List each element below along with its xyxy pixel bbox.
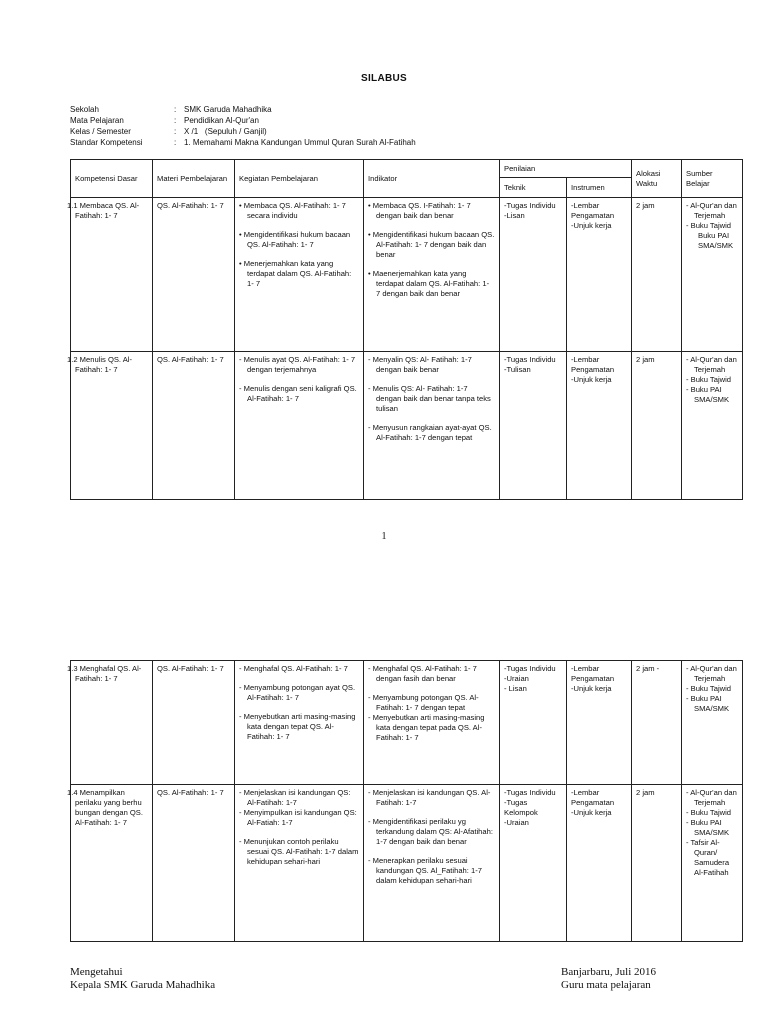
instrumen-item: -Unjuk kerja	[571, 684, 612, 693]
instrumen-item: -Unjuk kerja	[571, 375, 612, 384]
instrumen-item: -Lembar Pengamatan	[571, 788, 615, 807]
indikator-item: - Menulis QS: Al- Fatihah: 1-7 dengan baik dan benar tanpa teks tulisan	[368, 384, 491, 413]
indikator-cell	[364, 352, 500, 500]
indikator-item: • Membaca QS. I-Fatihah: 1- 7 dengan baik dan benar	[368, 201, 471, 220]
indikator-item: - Menerapkan perilaku sesuai kandungan QS. Al_Fatihah: 1-7 dalam kehidupan sehari-hari	[368, 856, 482, 885]
sumber-item: - Buku Tajwid	[686, 684, 732, 693]
kompetensi-cell: 1.1 Membaca QS. Al-Fatihah: 1- 7	[71, 198, 153, 352]
kegiatan-item: - Menyimpulkan isi kandungan QS: Al-Fatiah: 1-7	[239, 808, 357, 827]
indikator-cell	[364, 661, 500, 785]
info-value: SMK Garuda Mahadhika	[184, 105, 272, 114]
teknik-item: -Tulisan	[504, 365, 531, 374]
kegiatan-item: - Menulis ayat QS. Al-Fatihah: 1- 7 dengan terjemahnya	[239, 355, 356, 374]
teknik-item: -Lisan	[504, 211, 525, 220]
info-row-standar-kompetensi	[70, 137, 416, 148]
instrumen-item: -Lembar Pengamatan	[571, 355, 615, 374]
instrumen-cell	[567, 198, 632, 352]
header-teknik: Teknik	[500, 178, 567, 198]
info-row-kelas	[70, 126, 416, 137]
kegiatan-item: - Menghafal QS. Al-Fatihah: 1- 7	[239, 664, 348, 673]
indikator-item: - Menyebutkan arti masing-masing kata dengan tepat pada QS. Al-Fatihah: 1- 7	[368, 713, 485, 742]
info-separator: :	[174, 127, 177, 136]
indikator-item: - Menjelaskan isi kandungan QS. Al-Fatihah: 1-7	[368, 788, 491, 807]
kegiatan-item: - Menjelaskan isi kandungan QS: Al-Fatihah: 1-7	[239, 788, 351, 807]
sumber-item: - Buku Tajwid	[686, 221, 732, 230]
indikator-item: - Menyambung potongan QS. Al-Fatihah: 1- 7 dengan tepat	[368, 693, 479, 712]
alokasi-cell: 2 jam	[632, 352, 682, 500]
indikator-cell	[364, 785, 500, 942]
kegiatan-cell	[235, 352, 364, 500]
teknik-item: -Tugas Kelompok	[504, 798, 538, 817]
info-value: 1. Memahami Makna Kandungan Ummul Quran Surah Al-Fatihah	[184, 138, 416, 147]
materi-cell: QS. Al-Fatihah: 1- 7	[153, 198, 235, 352]
header-alokasi: Alokasi Waktu	[632, 160, 682, 198]
sumber-item: - Buku PAI SMA/SMK	[686, 818, 730, 837]
header-sumber: Sumber Belajar	[682, 160, 743, 198]
kegiatan-item: - Menunjukan contoh perilaku sesuai QS. Al-Fatihah: 1-7 dalam kehidupan sehari-hari	[239, 837, 359, 866]
sumber-cell	[682, 198, 743, 352]
kegiatan-cell	[235, 785, 364, 942]
kegiatan-item: • Mengidentifikasi hukum bacaan QS. Al-Fatihah: 1- 7	[239, 230, 351, 249]
page-number: 1	[381, 531, 387, 542]
kegiatan-item: - Menyambung potongan ayat QS. Al-Fatihah: 1- 7	[239, 683, 356, 702]
materi-cell: QS. Al-Fatihah: 1- 7	[153, 785, 235, 942]
teknik-item: -Uraian	[504, 818, 529, 827]
header-indikator: Indikator	[364, 160, 500, 198]
instrumen-cell	[567, 785, 632, 942]
teknik-cell	[500, 352, 567, 500]
header-materi: Materi Pembelajaran	[153, 160, 235, 198]
kompetensi-cell: 1.2 Menulis QS. Al-Fatihah: 1- 7	[71, 352, 153, 500]
teknik-item: -Tugas Individu	[504, 788, 556, 797]
table-row	[71, 352, 743, 500]
header-instrumen: Instrumen	[567, 178, 632, 198]
info-separator: :	[174, 116, 177, 125]
kegiatan-cell	[235, 661, 364, 785]
sumber-item: - Al-Qur'an dan Terjemah	[686, 355, 737, 374]
header-info	[70, 104, 416, 148]
info-value: X /1 (Sepuluh / Ganjil)	[184, 127, 267, 136]
info-label: Mata Pelajaran	[70, 116, 124, 125]
signature-block-teacher	[561, 966, 656, 992]
instrumen-item: -Lembar Pengamatan	[571, 664, 615, 683]
indikator-item: • Maenerjemahkan kata yang terdapat dalam QS. Al-Fatihah: 1- 7 dengan baik dan benar	[368, 269, 490, 298]
materi-cell: QS. Al-Fatihah: 1- 7	[153, 352, 235, 500]
syllabus-table-2	[67, 660, 743, 942]
indikator-item: - Mengidentifikasi perilaku yg terkandung dalam QS: Al-Afatihah: 1-7 dengan baik dan benar	[368, 817, 493, 846]
kegiatan-item: - Menulis dengan seni kaligrafi QS. Al-Fatihah: 1- 7	[239, 384, 357, 403]
alokasi-cell: 2 jam -	[632, 661, 682, 785]
kompetensi-cell: 1.3 Menghafal QS. Al-Fatihah: 1- 7	[71, 661, 153, 785]
sumber-item: - Buku PAI SMA/SMK	[686, 694, 730, 713]
header-penilaian: Penilaian	[500, 160, 632, 178]
syllabus-table-1	[67, 159, 743, 500]
sumber-item: - Al-Qur'an dan Terjemah	[686, 664, 737, 683]
header-kompetensi: Kompetensi Dasar	[71, 160, 153, 198]
signature-title: Kepala SMK Garuda Mahadhika	[70, 979, 216, 991]
indikator-item: - Menyalin QS: Al- Fatihah: 1-7 dengan baik benar	[368, 355, 472, 374]
teknik-item: - Lisan	[504, 684, 527, 693]
sumber-item: - Al-Qur'an dan Terjemah	[686, 788, 737, 807]
indikator-item: - Menghafal QS. Al-Fatihah: 1- 7 dengan fasih dan benar	[368, 664, 477, 683]
sumber-item: - Al-Qur'an dan Terjemah	[686, 201, 737, 220]
signature-block-principal	[70, 966, 215, 992]
teknik-cell	[500, 198, 567, 352]
teknik-item: -Tugas Individu	[504, 201, 556, 210]
kegiatan-item: - Menyebutkan arti masing-masing kata dengan tepat QS. Al-Fatihah: 1- 7	[239, 712, 356, 741]
info-label: Standar Kompetensi	[70, 138, 143, 147]
sumber-cell	[682, 785, 743, 942]
info-label: Sekolah	[70, 105, 99, 114]
teknik-cell	[500, 661, 567, 785]
sumber-item: - Buku Tajwid	[686, 808, 732, 817]
signature-title: Guru mata pelajaran	[561, 979, 651, 991]
sumber-item: Buku PAI SMA/SMK	[698, 231, 734, 250]
instrumen-cell	[567, 661, 632, 785]
table-row	[71, 661, 743, 785]
alokasi-cell: 2 jam	[632, 785, 682, 942]
info-row-mata-pelajaran	[70, 115, 416, 126]
kegiatan-item: • Menerjemahkan kata yang terdapat dalam QS. Al-Fatihah: 1- 7	[239, 259, 352, 288]
instrumen-item: -Unjuk kerja	[571, 221, 612, 230]
table-header-row	[71, 160, 743, 178]
teknik-item: -Uraian	[504, 674, 529, 683]
instrumen-cell	[567, 352, 632, 500]
materi-cell: QS. Al-Fatihah: 1- 7	[153, 661, 235, 785]
indikator-item: • Mengidentifikasi hukum bacaan QS. Al-Fatihah: 1- 7 dengan baik dan benar	[368, 230, 495, 259]
kegiatan-item: • Membaca QS. Al-Fatihah: 1- 7 secara individu	[239, 201, 346, 220]
alokasi-cell: 2 jam	[632, 198, 682, 352]
teknik-item: -Tugas Individu	[504, 664, 556, 673]
table-row	[71, 785, 743, 942]
indikator-cell	[364, 198, 500, 352]
sumber-cell	[682, 661, 743, 785]
info-separator: :	[174, 138, 177, 147]
signature-date: Banjarbaru, Juli 2016	[561, 966, 657, 978]
signature-caption: Mengetahui	[70, 966, 123, 978]
teknik-item: -Tugas Individu	[504, 355, 556, 364]
info-label: Kelas / Semester	[70, 127, 131, 136]
indikator-item: - Menyusun rangkaian ayat-ayat QS. Al-Fatihah: 1-7 dengan tepat	[368, 423, 492, 442]
instrumen-item: -Lembar Pengamatan	[571, 201, 615, 220]
teknik-cell	[500, 785, 567, 942]
info-row-sekolah	[70, 104, 416, 115]
header-kegiatan: Kegiatan Pembelajaran	[235, 160, 364, 198]
sumber-cell	[682, 352, 743, 500]
instrumen-item: -Unjuk kerja	[571, 808, 612, 817]
sumber-item: - Buku PAI SMA/SMK	[686, 385, 730, 404]
info-separator: :	[174, 105, 177, 114]
sumber-item: - Tafsir Al-Quran/ Samudera Al-Fatihah	[686, 838, 730, 877]
document-title: SILABUS	[361, 73, 407, 84]
kegiatan-cell	[235, 198, 364, 352]
sumber-item: - Buku Tajwid	[686, 375, 732, 384]
kompetensi-cell: 1.4 Menampilkan perilaku yang berhu bungan dengan QS. Al-Fatihah: 1- 7	[71, 785, 153, 942]
info-value: Pendidikan Al-Qur'an	[184, 116, 259, 125]
table-row	[71, 198, 743, 352]
